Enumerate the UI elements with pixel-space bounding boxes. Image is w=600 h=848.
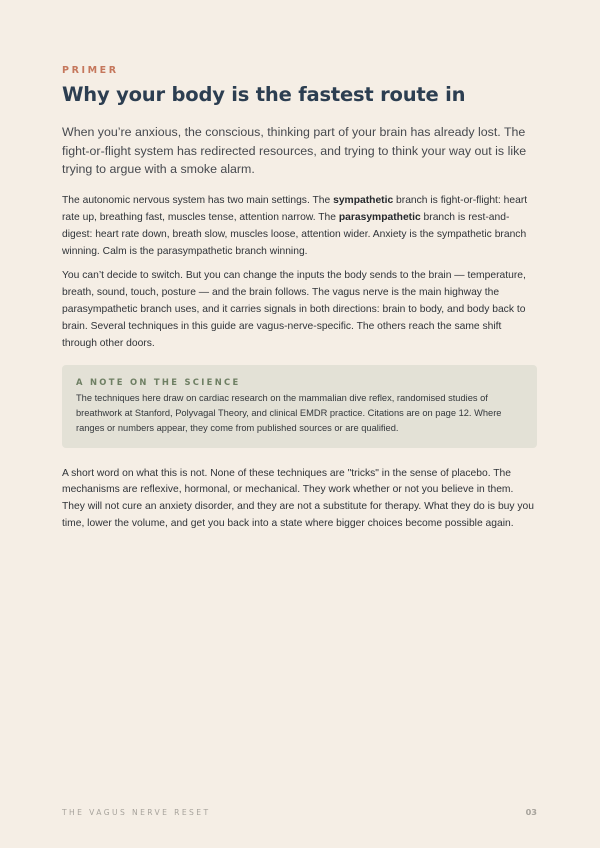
term-sympathetic: sympathetic [333,194,394,206]
science-note-heading: A NOTE ON THE SCIENCE [76,376,241,387]
page-footer [62,807,537,817]
footer-book-title: THE VAGUS NERVE RESET [62,807,211,817]
body-paragraph-closing: A short word on what this is not. None of these techniques are "tricks" in the sense of placebo. The mechanisms are reflexive, hormonal, or mechanical. They work whether or not you believe in them. They will not cure an anxiety disorder, and they are not a substitute for therapy. What they do is buy you time, lower the volume, and get you back into a state where bigger choices become possible again. [62,467,535,530]
body-paragraph-autonomic [62,193,537,261]
paragraph-text: The autonomic nervous system has two main settings. The [62,194,334,206]
page-content [62,64,537,533]
science-note-text: The techniques here draw on cardiac research on the mammalian dive reflex, randomised studies of breathwork at Stanford, Polyvagal Theory, and clinical EMDR practice. Citations are on page 12. Where ranges or numbers appear, they come from published sources or are qualified. [76,392,502,434]
lead-paragraph: When you’re anxious, the conscious, thinking part of your brain has already lost. The fight-or-flight system has redirected resources, and trying to think your way out is like trying to argue with a smoke alarm. [62,125,527,177]
body-paragraph-vagus: You can’t decide to switch. But you can change the inputs the body sends to the brain — temperature, breath, sound, touch, posture — and the brain follows. The vagus nerve is the main highway the parasympathetic branch uses, and it carries signals in both directions: brain to body, and body back to brain. Several techniques in this guide are vagus-nerve-specific. The others reach the same shift through other doors. [62,270,526,350]
section-eyebrow: PRIMER [62,65,119,76]
page-title: Why your body is the fastest route in [62,83,466,106]
term-parasympathetic: parasympathetic [338,211,421,223]
paragraph-text: branch is fight-or-flight: heart rate up, breathing fast, muscles tense, attention narrow. The [62,194,528,223]
science-note-callout [62,365,537,448]
paragraph-text: branch is rest-and-digest: heart rate down, breath slow, muscles loose, attention wider. Anxiety is the sympathetic branch winning. Calm is the parasympathetic branch winning. [62,211,527,257]
page-number: 03 [525,807,537,817]
